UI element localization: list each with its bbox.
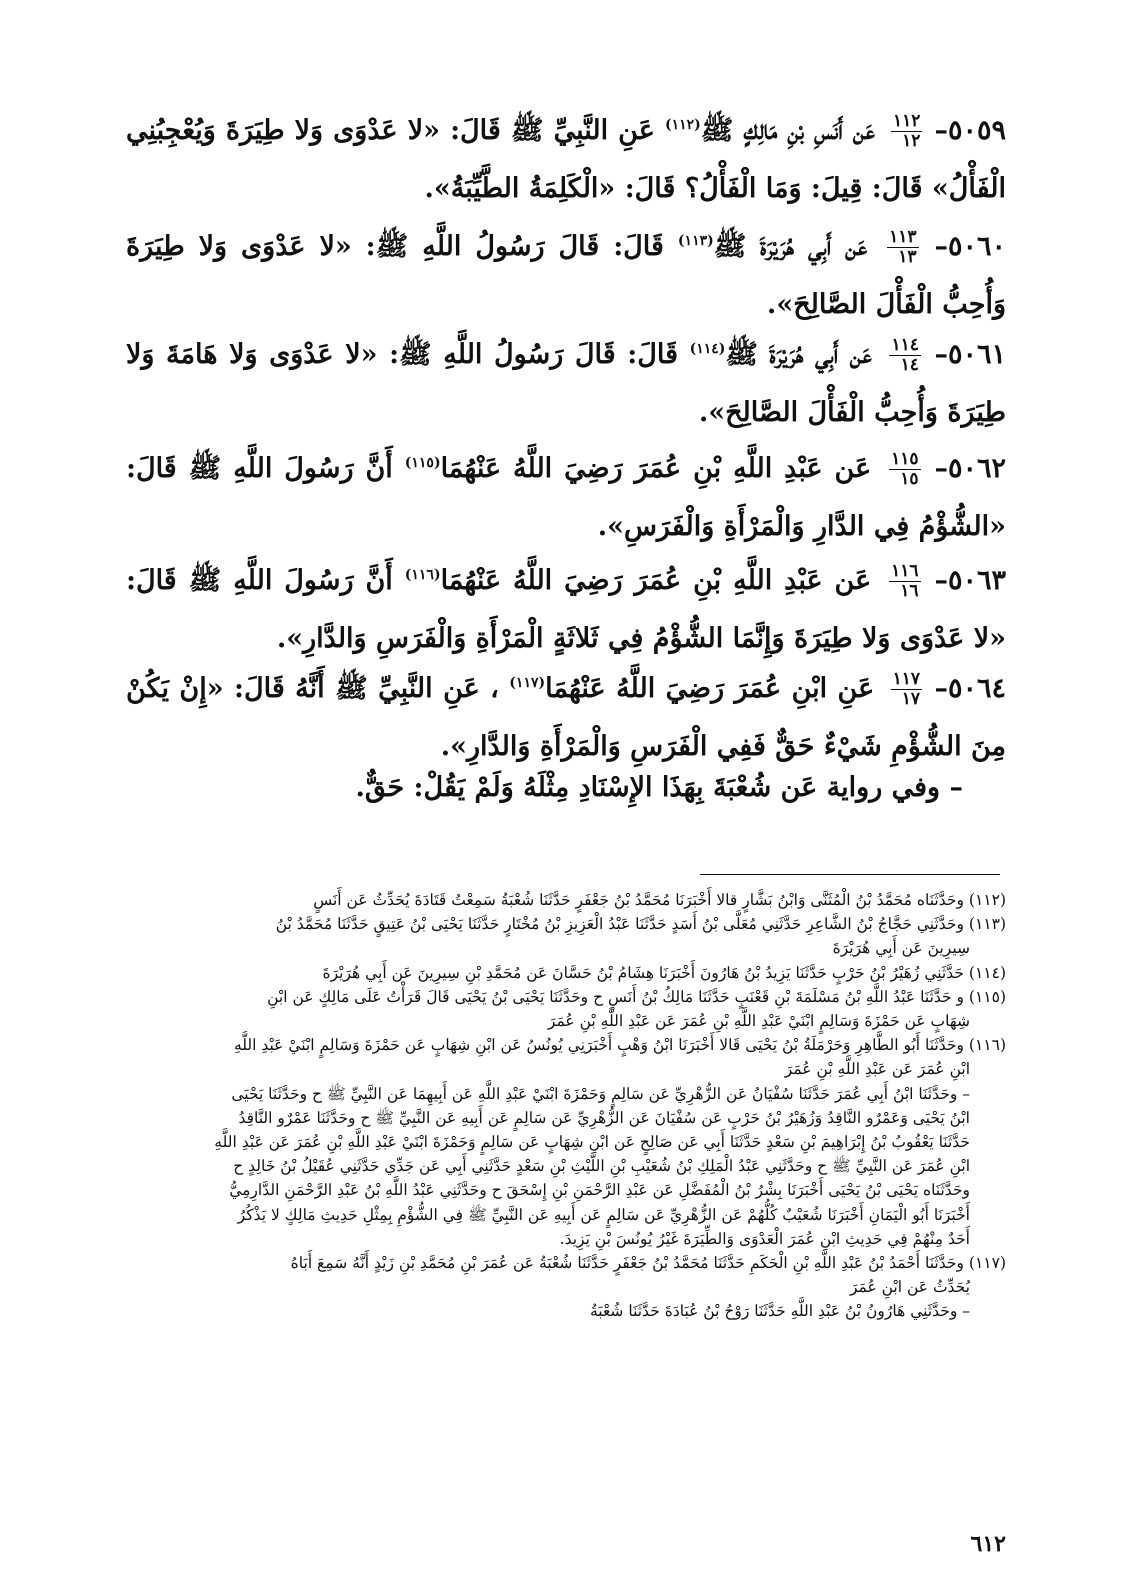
hadith-text: قَالَ: قَالَ رَسُولُ اللَّهِ ﷺ: «لا عَدْوَى وَلا طِيَرَةَ وَأُحِبُّ الْفَأْلَ الصَّالِحَ». [126,231,1006,320]
hadith-text: أَنَّ رَسُولَ اللَّهِ ﷺ قَالَ: «لا عَدْوَى وَلا طِيَرَةَ وَإِنَّمَا الشُّؤْمُ فِي ثَلاثَةٍ الْمَرْأَةِ وَالْفَرَسِ وَالدَّارِ». [126,565,1006,654]
reference-top: ١١٢ [892,111,921,131]
hadith-5062: ٥٠٦٢– ١١٥ ١٥ عَن عَبْدِ اللَّهِ بْنِ عُمَرَ رَضِيَ اللَّهُ عَنْهُمَا$^{(١١٥)}$ أَنَّ رَسُولَ اللَّهِ ﷺ قَالَ: «الشُّؤْمُ فِي الدَّارِ وَالْمَرْأَةِ وَالْفَرَسِ». [126,449,1007,542]
hadith-text: أَنَّ رَسُولَ اللَّهِ ﷺ قَالَ: «الشُّؤْمُ فِي الدَّارِ وَالْمَرْأَةِ وَالْفَرَسِ». [126,453,1006,542]
reference-fraction [889,450,920,489]
footnote-text: وحَدَّثَنِي حَجَّاجُ بْنُ الشَّاعِرِ حَدَّثَنِي مُعَلَّى بْنُ أَسَدٍ حَدَّثَنَا عَبْدُ الْعَزِيزِ بْنُ مُخْتَارٍ حَدَّثَنَا يَحْيَى بْنُ عَتِيقٍ حَدَّثَنَا مُحَمَّدُ بْنُ [275,915,964,934]
footnote-marker: (١١٤) [689,341,726,357]
footnote-marker: (١١٧) [509,675,546,691]
footnote-114 [124,961,1006,985]
footnote-marker: (١١٦) [404,567,441,583]
page-number: ٦١٢ [970,1531,1006,1557]
reference-top: ١١٧ [892,669,921,689]
footnote-number: (١١٦) [968,1036,1006,1055]
hadith-text-start: عَن عَبْدِ اللَّهِ بْنِ عُمَرَ رَضِيَ اللَّهُ عَنْهُمَا [440,565,872,596]
alternate-narration: – وفي رواية عَن شُعْبَةَ بِهَذَا الإِسْنَادِ مِثْلَهُ وَلَمْ يَقُلْ: حَقٌّ. [355,772,963,803]
hadith-text-start: عَن أَنَسِ بْنِ مَالِكٍ ﷺ [700,115,875,146]
footnote-text: و حَدَّثَنَا عَبْدُ اللَّهِ بْنُ مَسْلَمَةَ بْنِ قَعْنَبٍ حَدَّثَنَا مَالِكُ بْنُ أَنَسٍ ح وحَدَّثَنَا يَحْيَى بْنُ يَحْيَى قَالَ قَرَأْتُ عَلَى مَالِكٍ عَن ابْنِ [267,987,964,1006]
footnote-marker: (١١٣) [677,233,714,249]
reference-bottom: ١٦ [900,581,919,601]
hadith-text: عَنِ النَّبِيِّ ﷺ قَالَ: «لا عَدْوَى وَلا طِيَرَةَ وَيُعْجِبُنِي الْفَأْلُ» قَالَ: قِيلَ: وَمَا الْفَأْلُ؟ قَالَ: «الْكَلِمَةُ الطَّيِّبَةُ». [126,115,1006,204]
reference-top: ١١٥ [891,449,919,469]
hadith-5060: ٥٠٦٠– ١١٣ ١٣ عَن أَبِي هُرَيْرَةَ ﷺ$^{(١١٣)}$ قَالَ: قَالَ رَسُولُ اللَّهِ ﷺ: «لا عَدْوَى وَلا طِيَرَةَ وَأُحِبُّ الْفَأْلَ الصَّالِحَ». [126,227,1007,320]
footnote-115 [124,985,1006,1009]
footnote-116-sub-line: ابْنُ يَحْيَى وَعَمْرٌو النَّاقِدُ وَزُهَيْرُ بْنُ حَرْبٍ عَن سُفْيَانَ عَن الزُّهْرِيِّ عَن سَالِمٍ عَن أَبِيهِ عَن النَّبِيِّ ﷺ ح وحَدَّثَنَا عَمْرٌو النَّاقِدُ [238,1108,970,1127]
footnote-text: وحَدَّثَنَا أَحْمَدُ بْنُ عَبْدِ اللَّهِ بْنِ الْحَكَمِ حَدَّثَنَا مُحَمَّدُ بْنُ جَعْفَرٍ حَدَّثَنَا شُعْبَةُ عَن عُمَرَ بْنِ مُحَمَّدِ بْنِ زَيْدٍ أَنَّهُ سَمِعَ أَبَاهُ [290,1254,964,1273]
hadith-text: قَالَ: قَالَ رَسُولُ اللَّهِ ﷺ: «لا عَدْوَى وَلا هَامَةَ وَلا طِيَرَةَ وَأُحِبُّ الْفَأْلَ الصَّالِحَ». [126,339,1006,428]
footnote-115-continued: شِهَابٍ عَن حَمْزَةَ وَسَالِمٍ ابْنَيْ عَبْدِ اللَّهِ بْنِ عُمَرَ عَن عَبْدِ اللَّهِ بْنِ عُمَرَ [547,1012,970,1031]
footnote-116-sub-line: حَدَّثَنَا يَعْقُوبُ بْنُ إِبْرَاهِيمَ بْنِ سَعْدٍ حَدَّثَنَا أَبِي عَن صَالِحٍ عَن ابْنِ شِهَابٍ عَن سَالِمٍ وَحَمْزَةَ ابْنَيْ عَبْدِ اللَّهِ بْنِ عُمَرَ عَن عَبْدِ اللَّهِ [214,1133,970,1152]
footnote-marker: (١١٥) [404,455,441,471]
hadith-number: ٥٠٥٩ [947,115,1006,146]
footnotes [124,888,1006,1324]
hadith-number: ٥٠٦٠ [948,231,1007,262]
footnote-116 [124,1033,1006,1057]
footnote-113-continued: سِيرِينَ عَن أَبِي هُرَيْرَةَ [832,939,970,958]
footnote-116-sub-line: وحَدَّثَنَاه يَحْيَى بْنُ يَحْيَى أَخْبَرَنَا بِشْرُ بْنُ الْمُفَضَّلِ عَن عَبْدِ الرَّحْمَنِ بْنِ إِسْحَقَ ح وحَدَّثَنِي عَبْدُ اللَّهِ بْنُ عَبْدِ الرَّحْمَنِ الدَّارِمِيُّ [229,1181,970,1200]
reference-bottom: ١٢ [902,131,921,151]
footnote-116-continued: ابْنِ عُمَرَ عَن عَبْدِ اللَّهِ بْنِ عُمَرَ [784,1060,970,1079]
footnote-text: وحَدَّثَنَاه مُحَمَّدُ بْنُ الْمُثَنَّى وَابْنُ بَشَّارٍ قالا أَخْبَرَنَا مُحَمَّدُ بْنُ جَعْفَرٍ حَدَّثَنَا شُعْبَةُ سَمِعْتُ قَتَادَةَ يُحَدِّثُ عَن أَنَسٍ [313,891,964,909]
hadith-5064: ٥٠٦٤– ١١٧ ١٧ عَنِ ابْنِ عُمَرَ رَضِيَ اللَّهُ عَنْهُمَا$^{(١١٧)}$ ، عَنِ النَّبِيِّ ﷺ أَنَّهُ قَالَ: «إِنْ يَكُنْ مِنَ الشُّؤْمِ شَيْءٌ حَقٌّ فَفِي الْفَرَسِ وَالْمَرْأَةِ وَالدَّارِ». [126,669,1006,762]
footnote-116-sub-line: أَخْبَرَنَا أَبُو الْيَمَانِ أَخْبَرَنَا شُعَيْبٌ كُلُّهُمْ عَن الزُّهْرِيِّ عَن سَالِمٍ عَن أَبِيهِ عَن النَّبِيِّ ﷺ فِي الشُّؤْمِ بِمِثْلِ حَدِيثِ مَالِكٍ لا يَذْكُرُ [237,1205,970,1224]
footnote-marker: (١١٢) [664,117,701,133]
hadith-text-start: عَن أَبِي هُرَيْرَةَ ﷺ [725,339,872,370]
reference-top: ١١٣ [889,227,917,247]
hadith-text-start: عَنِ ابْنِ عُمَرَ رَضِيَ اللَّهُ عَنْهُمَا [545,673,875,704]
footnote-number: (١١٣) [968,915,1006,934]
footnote-number: (١١٤) [968,963,1006,982]
reference-bottom: ١٧ [901,689,921,709]
footnote-text: وحَدَّثَنَا أَبُو الطَّاهِرِ وَحَرْمَلَةُ بْنُ يَحْيَى قَالا أَخْبَرَنَا ابْنُ وَهْبٍ أَخْبَرَنِي يُونُسُ عَن ابْنِ شِهَابٍ عَن حَمْزَةَ وَسَالِمٍ ابْنَيْ عَبْدِ اللَّهِ [233,1036,964,1055]
hadith-5061: ٥٠٦١– ١١٤ ١٤ عَن أَبِي هُرَيْرَةَ ﷺ$^{(١١٤)}$ قَالَ: قَالَ رَسُولُ اللَّهِ ﷺ: «لا عَدْوَى وَلا هَامَةَ وَلا طِيَرَةَ وَأُحِبُّ الْفَأْلَ الصَّالِحَ». [126,335,1006,428]
footnote-number: (١١٢) [968,891,1006,909]
reference-top: ١١٦ [891,561,919,581]
reference-fraction [889,562,920,601]
footnote-divider [700,874,1000,875]
footnote-116-sub-line: – وحَدَّثَنَا ابْنُ أَبِي عُمَرَ حَدَّثَنَا سُفْيَانُ عَن الزُّهْرِيِّ عَن سَالِمٍ وَحَمْزَةَ ابْنَيْ عَبْدِ اللَّهِ عَن أَبِيهِمَا عَن النَّبِيِّ ﷺ ح وحَدَّثَنَا يَحْيَى [231,1084,970,1103]
hadith-text-start: عَن أَبِي هُرَيْرَةَ ﷺ [713,231,868,262]
hadith-number: ٥٠٦٤ [947,673,1006,704]
reference-fraction [889,336,920,375]
reference-bottom: ١٣ [898,247,917,267]
footnote-117-sub-line: – وحَدَّثَنِي هَارُونُ بْنُ عَبْدِ اللَّهِ حَدَّثَنَا رَوْحُ بْنُ عُبَادَةَ حَدَّثَنَا شُعْبَةُ [589,1302,970,1321]
footnote-number: (١١٥) [968,987,1006,1006]
hadith-5063: ٥٠٦٣– ١١٦ ١٦ عَن عَبْدِ اللَّهِ بْنِ عُمَرَ رَضِيَ اللَّهُ عَنْهُمَا$^{(١١٦)}$ أَنَّ رَسُولَ اللَّهِ ﷺ قَالَ: «لا عَدْوَى وَلا طِيَرَةَ وَإِنَّمَا الشُّؤْمُ فِي ثَلاثَةٍ الْمَرْأَةِ وَالْفَرَسِ وَالدَّارِ». [126,561,1007,654]
hadith-number: ٥٠٦٣ [948,565,1007,596]
footnote-text: حَدَّثَنِي زُهَيْرُ بْنُ حَرْبٍ حَدَّثَنَا يَزِيدُ بْنُ هَارُونَ أَخْبَرَنَا هِشَامُ بْنُ حَسَّانَ عَن مُحَمَّدِ بْنِ سِيرِينَ عَن أَبِي هُرَيْرَةَ [322,963,964,982]
hadith-text-start: عَن عَبْدِ اللَّهِ بْنِ عُمَرَ رَضِيَ اللَّهُ عَنْهُمَا [440,453,872,484]
footnote-113 [124,912,1006,936]
reference-bottom: ١٤ [900,355,919,375]
reference-top: ١١٤ [891,335,919,355]
footnote-117 [124,1251,1006,1275]
footnote-116-sub-line: أَحَدٌ مِنْهُمْ فِي حَدِيثِ ابْنِ عُمَرَ الْعَدْوَى وَالطِّيَرَةَ غَيْرُ يُونُسَ بْنِ يَزِيدَ. [559,1229,970,1248]
reference-bottom: ١٥ [900,469,919,489]
reference-fraction [891,112,922,151]
hadith-text: ، عَنِ النَّبِيِّ ﷺ أَنَّهُ قَالَ: «إِنْ يَكُنْ مِنَ الشُّؤْمِ شَيْءٌ حَقٌّ فَفِي الْفَرَسِ وَالْمَرْأَةِ وَالدَّارِ». [126,673,1006,762]
footnote-112 [124,888,1006,912]
footnote-116-sub-line: ابْنِ عُمَرَ عَن النَّبِيِّ ﷺ ح وحَدَّثَنِي عَبْدُ الْمَلِكِ بْنُ شُعَيْبِ بْنِ اللَّيْثِ بْنِ سَعْدٍ حَدَّثَنِي أَبِي عَن جَدِّي حَدَّثَنِي عُقَيْلُ بْنُ خَالِدٍ ح [233,1157,970,1176]
footnote-number: (١١٧) [968,1254,1006,1273]
reference-fraction [887,228,918,267]
hadith-number: ٥٠٦١ [947,339,1006,370]
footnote-117-continued: يُحَدِّثُ عَن ابْنِ عُمَرَ [849,1278,970,1297]
hadith-number: ٥٠٦٢ [948,453,1007,484]
hadith-5059: ٥٠٥٩– ١١٢ ١٢ عَن أَنَسِ بْنِ مَالِكٍ ﷺ$^{(١١٢)}$ عَنِ النَّبِيِّ ﷺ قَالَ: «لا عَدْوَى وَلا طِيَرَةَ وَيُعْجِبُنِي الْفَأْلُ» قَالَ: قِيلَ: وَمَا الْفَأْلُ؟ قَالَ: «الْكَلِمَةُ الطَّيِّبَةُ». [126,111,1006,204]
reference-fraction [891,670,922,709]
